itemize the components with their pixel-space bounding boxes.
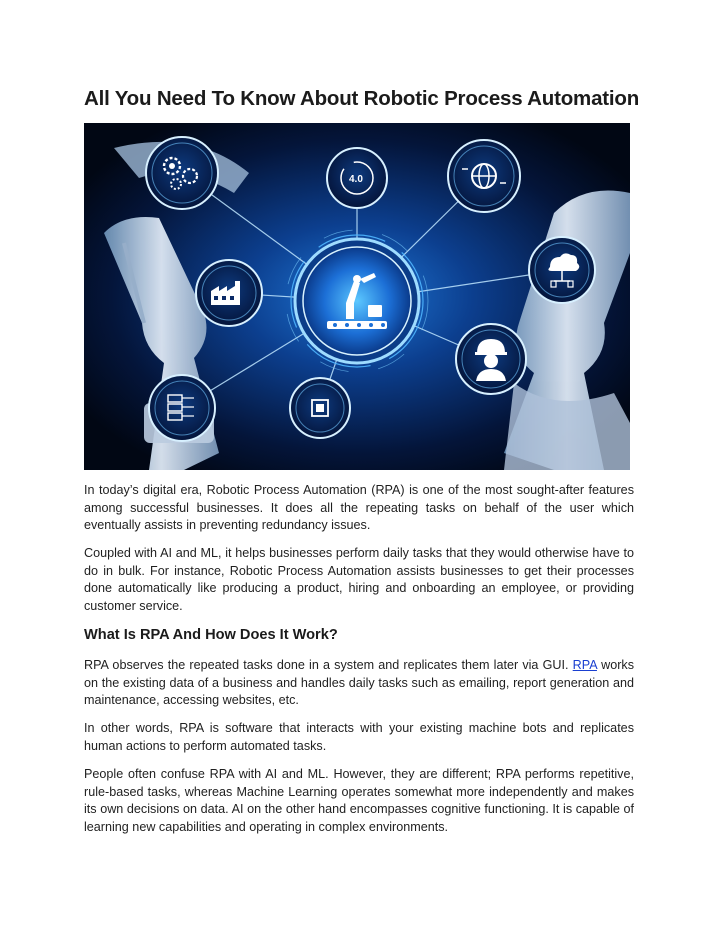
engineer-icon (456, 324, 526, 394)
section-heading: What Is RPA And How Does It Work? (84, 627, 338, 643)
page-title: All You Need To Know About Robotic Process Automation (84, 87, 640, 110)
globe-icon (448, 140, 520, 212)
chip-icon (290, 378, 350, 438)
badge-text: 4.0 (349, 174, 363, 185)
intro-paragraph: In today’s digital era, Robotic Process Automation (RPA) is one of the most sought-after features among successful businesses. It does all the repeating tasks on behalf of the user which eventually assists in preventing redundancy issues. (84, 483, 634, 533)
industry-4-icon (327, 148, 387, 208)
paragraph-rpa-vs-ai: People often confuse RPA with AI and ML. However, they are different; RPA performs repetitive, rule-based tasks, whereas Machine Learning operates somewhat more independently and makes its own decisions on data. AI on the other hand encompasses cognitive functioning. It is capable of learning new capabilities and operating in complex environments. (84, 767, 634, 834)
factory-icon (196, 260, 262, 326)
rpa-link[interactable]: RPA (572, 658, 597, 672)
hero-image (84, 123, 630, 470)
gears-icon (146, 137, 218, 209)
cloud-network-icon (529, 237, 595, 303)
paragraph-ai-ml: Coupled with AI and ML, it helps businesses perform daily tasks that they would otherwise have to do in bulk. For instance, Robotic Process Automation assists businesses to get their processes done automatically like producing a product, hiring and onboarding an employee, or providing customer service. (84, 546, 634, 613)
paragraph-text: RPA observes the repeated tasks done in a system and replicates them later via GUI. (84, 658, 573, 672)
paragraph-other-words: In other words, RPA is software that interacts with your existing machine bots and replicates human actions to perform automated tasks. (84, 721, 634, 753)
paragraph-rpa-how (84, 657, 634, 710)
database-icon (149, 375, 215, 441)
paragraph-text: works on the existing data of a business and handles daily tasks such as emailing, report generation and maintenance, accessing websites, etc. (84, 658, 634, 708)
